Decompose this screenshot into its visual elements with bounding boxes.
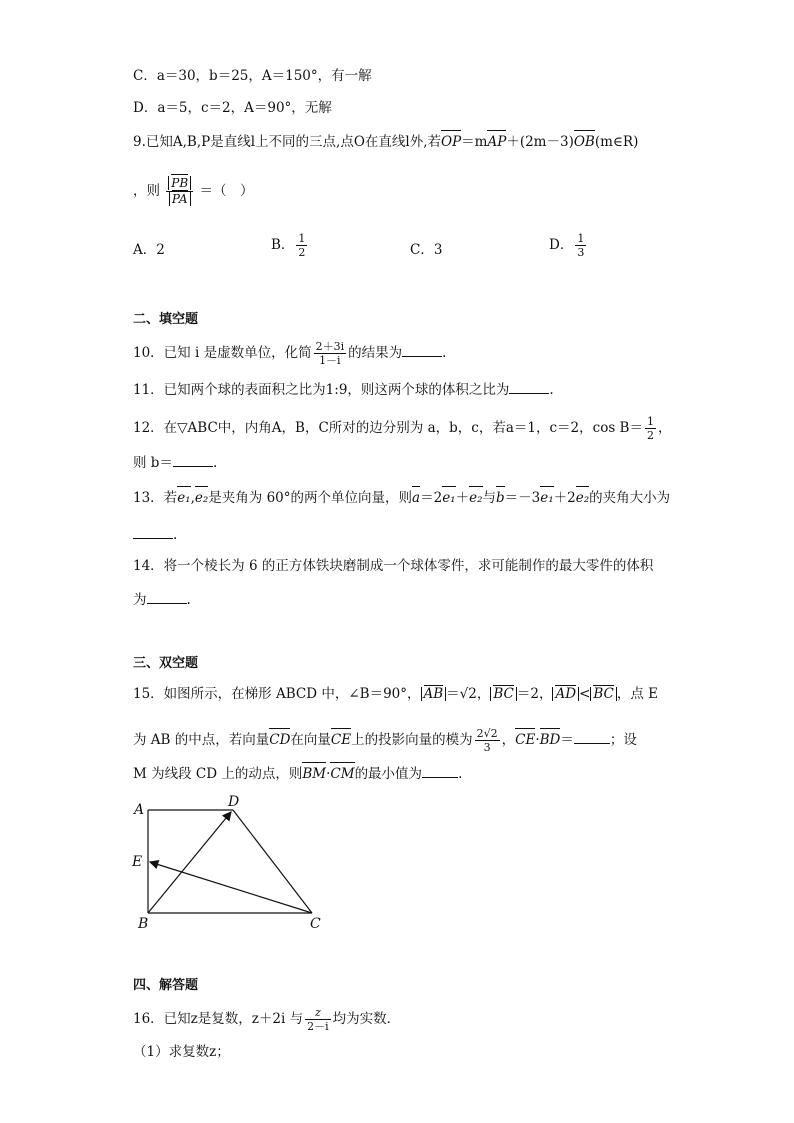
vector-ce2: CE	[515, 732, 536, 748]
question-13-line2	[133, 525, 177, 545]
q9-option-c: C．3	[410, 242, 443, 258]
q9-ratio	[166, 176, 193, 207]
q15-l2b: 在向量	[290, 732, 331, 748]
opt-d-label: D．	[549, 237, 574, 253]
q15-dot: ·	[535, 732, 540, 748]
abs-ad: AD	[552, 687, 579, 701]
section-fill-in: 二、填空题	[133, 312, 199, 327]
question-12-line2	[133, 453, 217, 473]
q15-l3a: M 为线段 CD 上的动点，则	[133, 766, 303, 782]
q15-answer-blank-2[interactable]	[422, 765, 458, 778]
q9-option-a: A．2	[133, 242, 165, 258]
vector-ap: AP	[487, 134, 507, 150]
question-16-part1: （1）求复数z；	[133, 1044, 230, 1060]
label-c: C	[310, 916, 321, 932]
vector-bd: BD	[539, 732, 561, 748]
vector-pa: PA	[171, 192, 188, 206]
q14-answer-blank[interactable]	[147, 591, 187, 604]
q10-answer-blank[interactable]	[402, 344, 442, 357]
vector-cm: CM	[330, 766, 355, 782]
vector-ob: OB	[573, 134, 595, 150]
label-b: B	[138, 916, 149, 932]
q12-tail: ，	[657, 420, 672, 436]
question-9-line1	[133, 132, 638, 152]
q9-text: 9.已知A,B,P是直线l上不同的三点,点O在直线l外,若	[133, 134, 442, 150]
q15-eq2: ＝2，	[516, 686, 553, 702]
q13-text: 13．若	[133, 490, 178, 506]
vector-ce: CE	[330, 732, 352, 748]
q15-l2f: ；设	[609, 732, 637, 748]
q9-paren: ＝（ ）	[199, 183, 254, 199]
opt-d-fraction: $\frac{1}{3}$	[577, 232, 585, 259]
vector-e1: e₁	[177, 490, 191, 506]
vector-e1b: e₁	[442, 490, 456, 506]
abs-ab: AB	[421, 687, 447, 701]
vector-op: OP	[441, 134, 462, 150]
opt-b-label: B．	[271, 237, 295, 253]
question-16	[133, 1006, 400, 1033]
segment-dc	[233, 810, 312, 913]
q13-expr1: ＝2	[420, 490, 443, 506]
q13-mid: 是夹角为 60°的两个单位向量，则	[208, 490, 413, 506]
vector-e2: e₂	[194, 490, 209, 506]
q15-eq1: ＝√2，	[446, 686, 491, 702]
section-double-blank: 三、双空题	[133, 656, 199, 671]
label-d: D	[228, 794, 240, 810]
vector-b: b	[496, 490, 505, 506]
question-9-line2	[133, 176, 254, 207]
vector-e2b: e₂	[469, 490, 483, 506]
vector-bd-arrow	[148, 812, 231, 913]
q13-with: 与	[482, 490, 496, 506]
q15-l2d: ，	[501, 732, 516, 748]
vector-bm: BM	[302, 766, 327, 782]
q16-fraction: $\frac{z}{2-i}$	[307, 1006, 329, 1033]
q12-answer-blank[interactable]	[173, 454, 213, 467]
q12-end: .	[212, 455, 218, 471]
q12-fraction: $\frac{1}{2}$	[646, 415, 654, 442]
q12-line2-text: 则 b＝	[133, 455, 173, 471]
q10-text: 10．已知 i 是虚数单位，化简	[133, 345, 312, 361]
q13-post: 的夹角大小为	[589, 490, 671, 506]
q12-text: 12．在▽ABC中，内角A，B，C所对的边分别为 a，b，c，若a＝1，c＝2，cos B＝	[133, 420, 643, 436]
q9-then: ，则	[133, 183, 160, 199]
q10-post: 的结果为	[348, 345, 403, 361]
q13-comma: ,	[190, 490, 195, 506]
vector-e2c: e₂	[575, 490, 590, 506]
q14-line2-text: 为	[133, 592, 147, 608]
opt-b-fraction: $\frac{1}{2}$	[298, 232, 306, 259]
abs-bc2: BC	[590, 687, 617, 701]
section-solutions: 四、解答题	[133, 978, 199, 993]
q15-l1end: ，点 E	[616, 686, 659, 702]
question-15-line2	[133, 727, 637, 754]
vector-e1c: e₁	[540, 490, 554, 506]
q13-expr2: ＝－3	[504, 490, 541, 506]
q10-fraction: $\frac{2+3i}{1-i}$	[315, 340, 345, 367]
question-15-line3	[133, 764, 462, 784]
q13-plus2: ＋2	[553, 490, 576, 506]
q9-coef: ＋(2m－3)	[506, 134, 574, 150]
q9-option-d	[549, 232, 588, 259]
q11-end: .	[549, 382, 554, 398]
question-11	[133, 380, 554, 400]
trapezoid-figure	[130, 792, 340, 932]
vector-pb: PB	[171, 176, 189, 190]
q13-plus: ＋	[455, 490, 470, 506]
q9-option-b	[271, 232, 309, 259]
q9-domain: (m∈R)	[594, 134, 639, 150]
abs-bc: BC	[490, 687, 517, 701]
label-a: A	[134, 802, 145, 818]
q16-post: 均为实数．	[332, 1011, 401, 1027]
q15-lt: <	[579, 686, 591, 702]
q15-dot2: ·	[326, 766, 331, 782]
vector-ce-arrow	[150, 862, 312, 913]
q10-end: .	[442, 345, 447, 361]
q13-answer-blank[interactable]	[133, 526, 173, 539]
option-d-line: D．a＝5，c＝2，A＝90°，无解	[133, 100, 332, 116]
q9-eq: ＝m	[461, 134, 488, 150]
q15-answer-blank-1[interactable]	[574, 731, 610, 744]
vector-a: a	[412, 490, 421, 506]
question-13	[133, 488, 670, 508]
question-14: 14．将一个棱长为 6 的正方体铁块磨制成一个球体零件，求可能制作的最大零件的体积	[133, 558, 654, 574]
q15-l2e: ＝	[560, 732, 574, 748]
option-c-line: C．a＝30，b＝25，A＝150°，有一解	[133, 68, 372, 84]
q13-end: .	[173, 527, 178, 543]
question-14-line2	[133, 590, 191, 610]
label-e: E	[132, 854, 143, 870]
q15-l3b: 的最小值为	[354, 766, 423, 782]
q15-text: 15．如图所示，在梯形 ABCD 中，∠B＝90°，	[133, 686, 421, 702]
q15-l2a: 为 AB 的中点，若向量	[133, 732, 270, 748]
q14-end: .	[186, 592, 191, 608]
q11-text: 11．已知两个球的表面积之比为1:9，则这两个球的体积之比为	[133, 382, 510, 398]
q11-answer-blank[interactable]	[509, 381, 549, 394]
question-15-line1	[133, 684, 658, 704]
vector-cd: CD	[269, 732, 291, 748]
question-12	[133, 415, 671, 442]
q15-l2c: 上的投影向量的模为	[351, 732, 473, 748]
q15-end: .	[458, 766, 463, 782]
question-10	[133, 340, 446, 367]
q15-fraction: $\frac{2√2}{3}$	[476, 727, 498, 754]
q16-text: 16．已知z是复数，z＋2i 与	[133, 1011, 304, 1027]
